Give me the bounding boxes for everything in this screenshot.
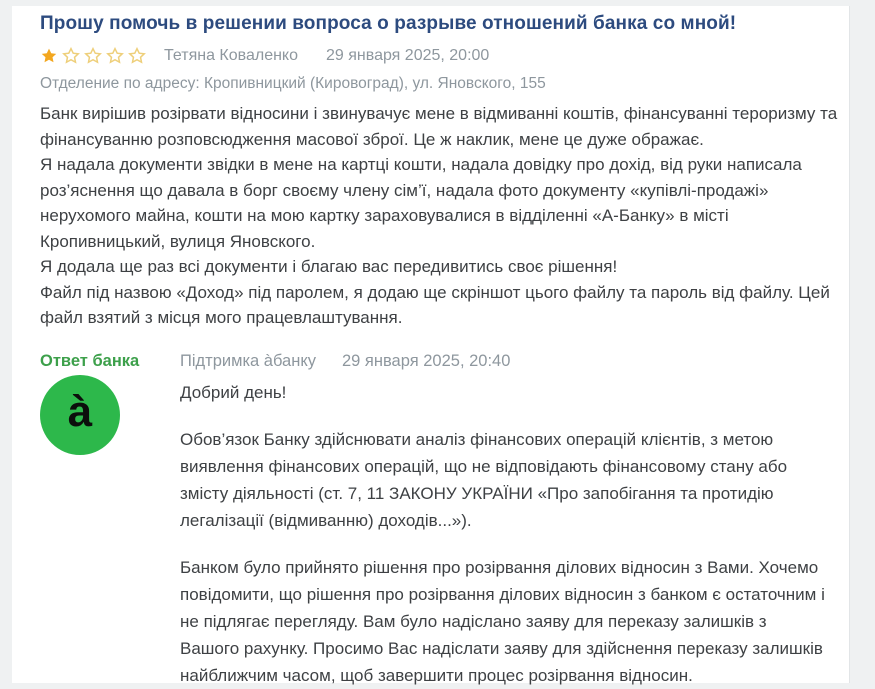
review-author: Тетяна Коваленко	[164, 47, 298, 64]
review-line: Файл під назвою «Доход» під паролем, я додаю ще скріншот цього файлу та пароль від файлу. Цей файл взятий з місця мого працевлаштування.	[40, 282, 830, 327]
abank-logo-letter: à	[67, 387, 93, 436]
response-paragraph: Обов’язок Банку здійснювати аналіз фінансових операцій клієнтів, з метою виявлення фінансових операцій, що не відповідають фінансовому стану або змісту діяльності (ст. 7, 11 ЗАКОНУ УКРАЇНИ «Про запобігання та протидію легалізації (відмиванню) доходів...»).	[180, 430, 788, 530]
response-paragraph: Банком було прийнято рішення про розірвання ділових відносин з Вами. Хочемо повідомити, що рішення про розірвання ділових відносин з банком є остаточним і не підлягає перегляду. Вам було надіслано заяву для переказу залишків з Вашого рахунку. Просимо Вас надіслати заяву для здійснення переказу залишків найближчим часом, щоб завершити процес розірвання відносин.	[180, 558, 825, 685]
bank-response-label: Ответ банка	[40, 351, 140, 370]
bank-avatar	[40, 375, 120, 455]
review-date: 29 января 2025, 20:00	[326, 47, 490, 64]
review-line: Я додала ще раз всі документи і благаю вас передивитись своє рішення!	[40, 257, 618, 276]
review-card	[12, 6, 850, 683]
review-body	[40, 101, 840, 331]
review-line: Банк вирішив розірвати відносини і звинувачує мене в відмиванні коштів, фінансуванні тероризму та фінансуванню розповсюдження масової зброї. Це ж наклик, мене це дуже ображає.	[40, 104, 838, 149]
response-body	[180, 379, 828, 689]
star-icon	[128, 47, 146, 65]
rating-stars	[40, 47, 150, 65]
star-icon	[84, 47, 102, 65]
response-date: 29 января 2025, 20:40	[341, 351, 511, 370]
review-line: Я надала документи звідки в мене на картці кошти, надала довідку про дохід, від руки написала роз’яснення що давала в борг своєму члену сім’ї, надала фото документу «купівлі-продажі» нерухомого майна, кошти на мою картку зараховувалися в відділенні «А-Банку» в місті Кропивницький, вулиця Яновского.	[40, 155, 802, 251]
branch-address: Отделение по адресу: Кропивницкий (Кировоград), ул. Яновского, 155	[40, 75, 546, 92]
review-meta-row	[40, 45, 489, 67]
star-icon	[106, 47, 124, 65]
response-paragraph: Добрий день!	[180, 383, 287, 402]
review-title-link[interactable]: Прошу помочь в решении вопроса о разрыве отношений банка со мной!	[40, 13, 737, 34]
star-icon	[40, 47, 58, 65]
bank-response-header	[40, 351, 820, 371]
star-icon	[62, 47, 80, 65]
response-author: Підтримка àбанку	[180, 351, 316, 370]
